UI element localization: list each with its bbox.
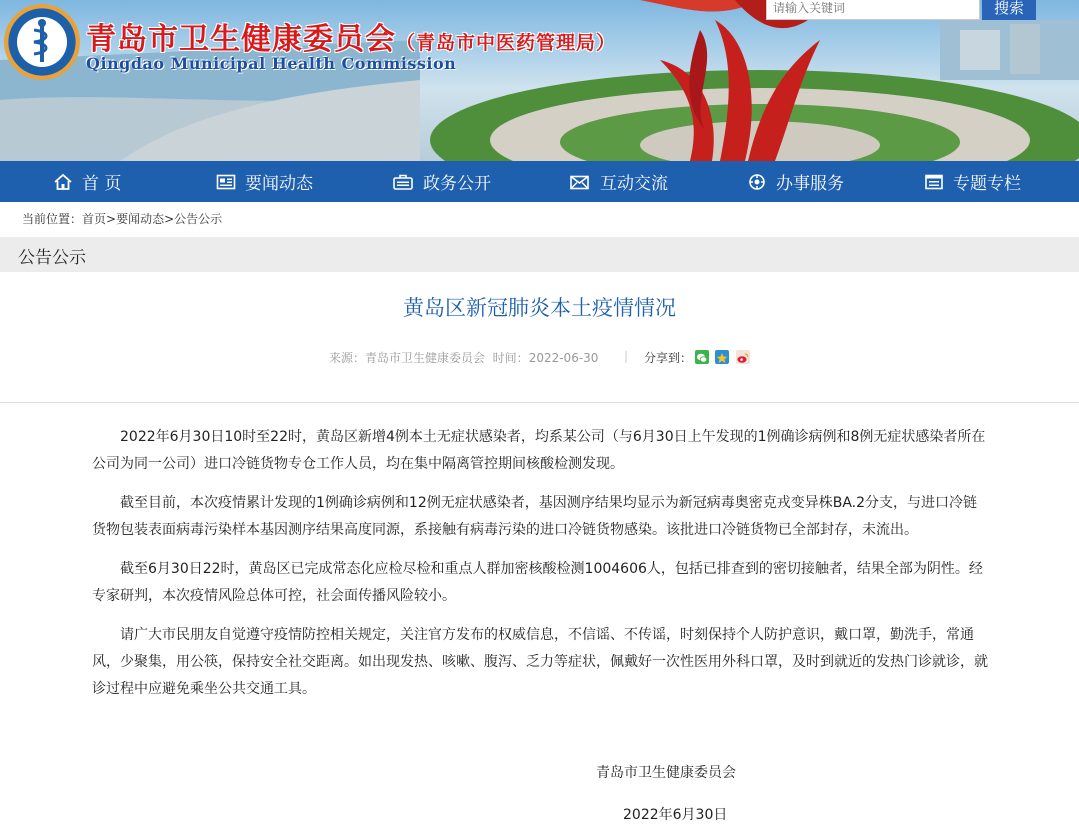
- nav-home[interactable]: [53, 161, 121, 202]
- nav-interaction-label: 互动交流: [600, 174, 668, 194]
- nav-home-label: 首 页: [82, 174, 122, 194]
- qzone-icon[interactable]: [715, 350, 729, 364]
- site-title-en: Qingdao Municipal Health Commission: [86, 54, 457, 73]
- nav-services[interactable]: [747, 161, 844, 202]
- article-time: 2022-06-30: [528, 351, 599, 365]
- header-banner: [0, 0, 1079, 161]
- meta-divider: |: [624, 349, 629, 363]
- time-label: 时间：: [492, 351, 529, 365]
- nav-government-label: 政务公开: [423, 174, 491, 194]
- article-paragraph: 截至6月30日22时，黄岛区已完成常态化应检尽检和重点人群加密核酸检测1004606人，包括已排查到的密切接触者，结果全部为阴性。经专家研判，本次疫情风险总体可控，社会面传播风险较小。: [92, 561, 983, 604]
- search-button[interactable]: 搜索: [982, 0, 1036, 20]
- article-paragraph: 2022年6月30日10时至22时，黄岛区新增4例本土无症状感染者，均系某公司（与6月30日上午发现的1例确诊病例和8例无症状感染者所在公司为同一公司）进口冷链货物专仓工作人员，均在集中隔离管控期间核酸检测发现。: [92, 429, 986, 472]
- article-paragraph: 请广大市民朋友自觉遵守疫情防控相关规定，关注官方发布的权威信息，不信谣、不传谣，时刻保持个人防护意识，戴口罩，勤洗手，常通风，少聚集，用公筷，保持安全社交距离。如出现发热、咳嗽、腹泻、乏力等症状，佩戴好一次性医用外科口罩，及时到就近的发热门诊就诊，就诊过程中应避免乘坐公共交通工具。: [92, 627, 988, 697]
- mail-icon: [569, 173, 591, 191]
- article-title: 黄岛区新冠肺炎本土疫情情况: [403, 296, 676, 320]
- nav-columns[interactable]: [924, 161, 1021, 202]
- section-title: 公告公示: [18, 248, 86, 268]
- breadcrumb-home[interactable]: 首页: [82, 212, 107, 226]
- emblem-logo: [4, 4, 80, 80]
- source-label: 来源：: [329, 351, 366, 365]
- divider: [0, 402, 1079, 403]
- breadcrumb-announcements[interactable]: 公告公示: [174, 212, 223, 226]
- main-nav: [0, 161, 1079, 202]
- site-title: 青岛市卫生健康委员会（青岛市中医药管理局）: [86, 22, 617, 57]
- column-icon: [924, 173, 944, 191]
- wechat-icon[interactable]: [695, 350, 709, 364]
- nav-columns-label: 专题专栏: [953, 174, 1021, 194]
- breadcrumb-news[interactable]: 要闻动态: [116, 212, 165, 226]
- nav-government[interactable]: [392, 161, 491, 202]
- breadcrumb: [22, 210, 222, 227]
- breadcrumb-prefix: 当前位置：: [22, 212, 83, 226]
- nav-services-label: 办事服务: [776, 174, 844, 194]
- nav-news-label: 要闻动态: [245, 174, 313, 194]
- briefcase-icon: [392, 173, 414, 191]
- home-icon: [53, 173, 73, 191]
- article-paragraph: 截至目前，本次疫情累计发现的1例确诊病例和12例无症状感染者，基因测序结果均显示为新冠病毒奥密克戎变异株BA.2分支，与进口冷链货物包装表面病毒污染样本基因测序结果高度同源，系接触有病毒污染的进口冷链货物感染。该批进口冷链货物已全部封存，未流出。: [92, 495, 978, 538]
- article-body: [92, 424, 988, 715]
- article-meta: [329, 349, 598, 366]
- news-icon: [216, 173, 236, 191]
- breadcrumb-separator: >: [164, 212, 175, 226]
- nav-interaction[interactable]: [569, 161, 668, 202]
- article-date: 2022年6月30日: [623, 807, 728, 823]
- search-input[interactable]: [766, 0, 980, 20]
- share-label: 分享到：: [644, 351, 693, 365]
- breadcrumb-separator: >: [106, 212, 117, 226]
- section-header: [0, 237, 1079, 272]
- article-source: 青岛市卫生健康委员会: [365, 351, 486, 365]
- weibo-icon[interactable]: [736, 350, 750, 364]
- nav-news[interactable]: [216, 161, 313, 202]
- article-signature: 青岛市卫生健康委员会: [596, 765, 736, 781]
- service-icon: [747, 173, 767, 191]
